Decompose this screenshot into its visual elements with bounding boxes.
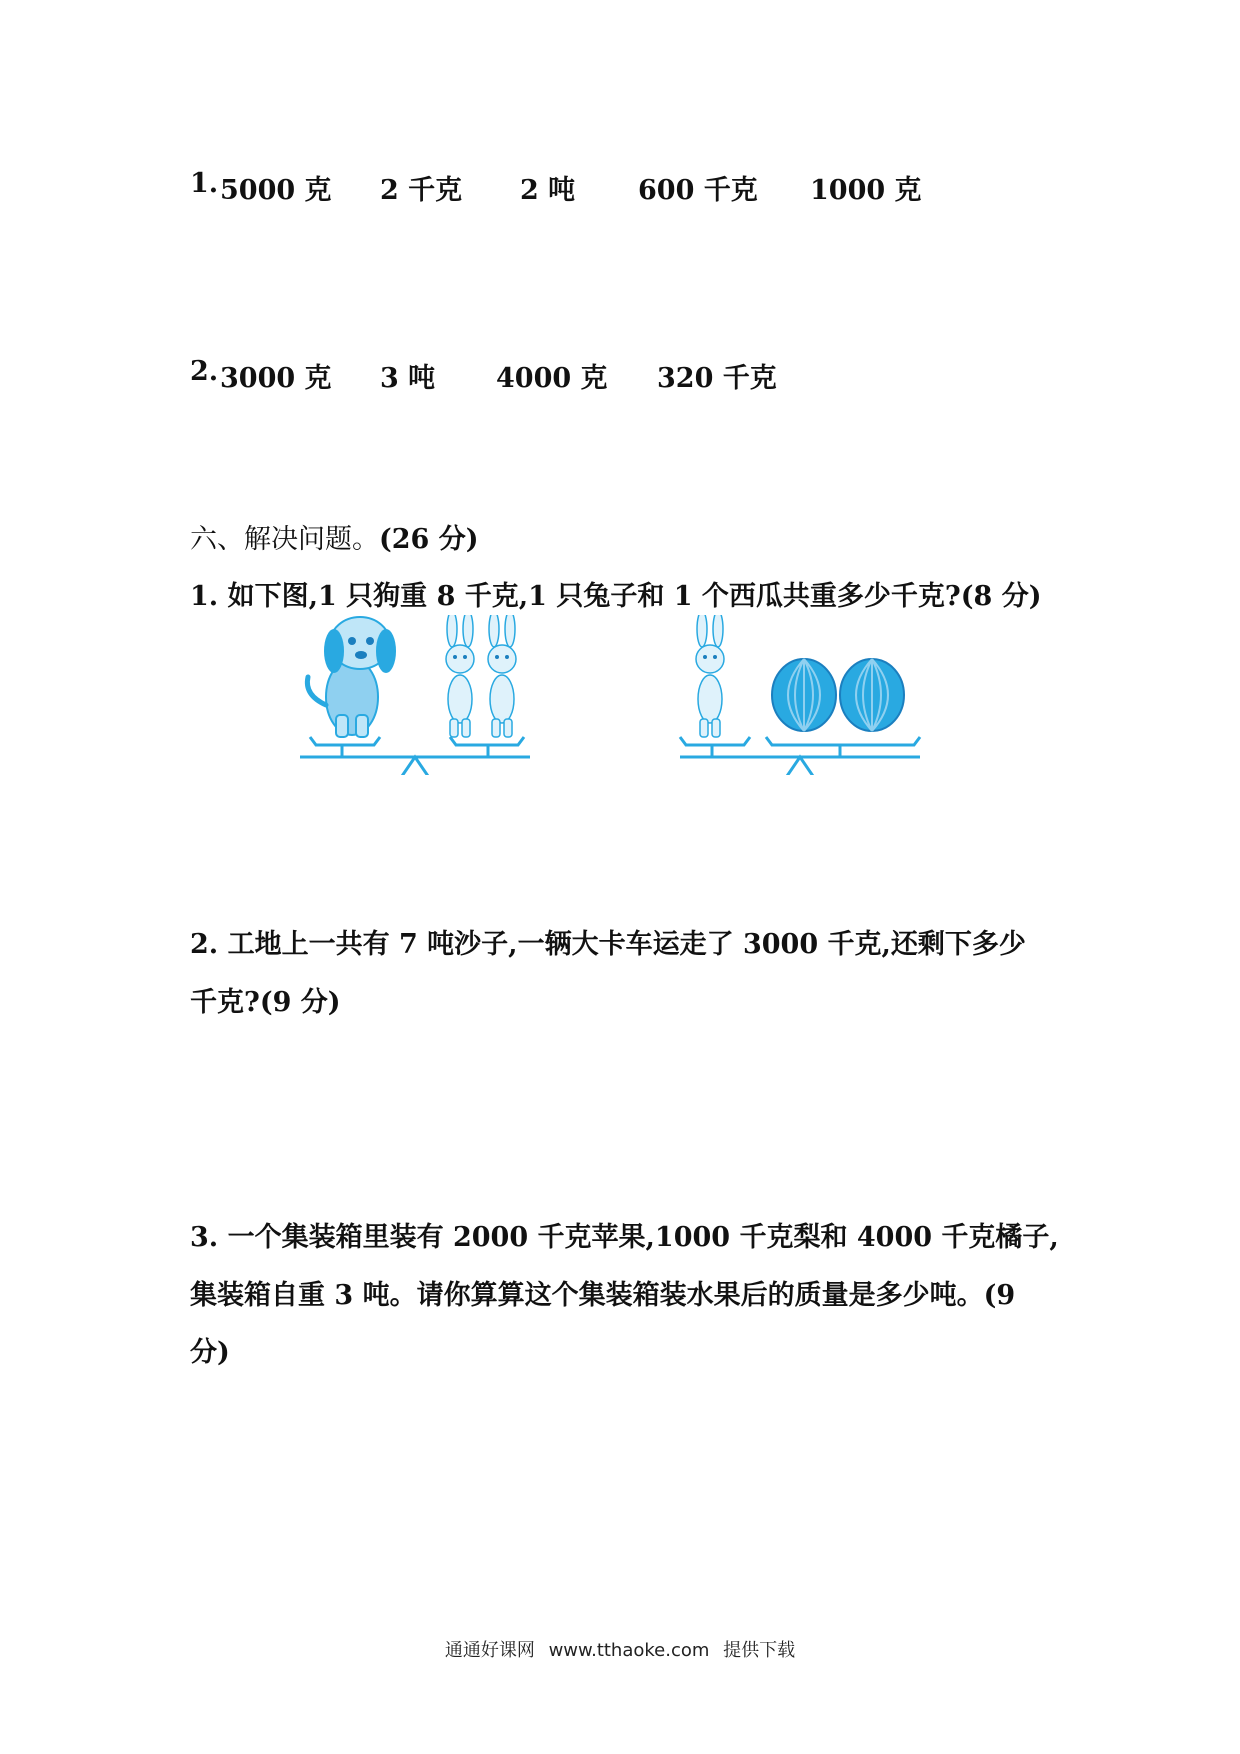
question-3-line-3: 分)	[190, 1337, 230, 1368]
rabbit-icon	[446, 615, 474, 737]
answer-item: 1000 克	[810, 175, 922, 206]
right-balance-scale	[680, 615, 920, 775]
answer-item: 2 吨	[520, 175, 576, 206]
question-3-line-2: 集装箱自重 3 吨。请你算算这个集装箱装水果后的质量是多少吨。(9	[190, 1280, 1016, 1311]
section-points: (26 分)	[379, 524, 479, 555]
footer-suffix: 提供下载	[723, 1640, 796, 1661]
answer-row-number: 2.	[190, 356, 219, 387]
dog-icon	[307, 617, 396, 737]
rabbit-icon	[696, 615, 724, 737]
answer-item: 320 千克	[657, 363, 777, 394]
watermelon-icon	[772, 659, 836, 731]
question-2-line-2: 千克?(9 分)	[190, 987, 341, 1018]
left-balance-scale	[300, 615, 530, 775]
footer-site-name: 通通好课网	[444, 1640, 535, 1661]
section-title	[190, 517, 479, 556]
page-footer	[0, 1636, 1240, 1662]
answer-item: 2 千克	[380, 175, 463, 206]
answer-item: 3000 克	[220, 363, 332, 394]
question-1-line-1: 1. 如下图,1 只狗重 8 千克,1 只兔子和 1 个西瓜共重多少千克?(8 分)	[190, 581, 1042, 612]
balance-scales-figure	[300, 615, 940, 775]
section-title-text: 六、解决问题。	[190, 524, 379, 555]
question-3-line-1: 3. 一个集装箱里装有 2000 千克苹果,1000 千克梨和 4000 千克橘子,	[190, 1222, 1059, 1253]
answer-item: 5000 克	[220, 175, 332, 206]
footer-url[interactable]: www.tthaoke.com	[548, 1640, 710, 1661]
question-2-line-1: 2. 工地上一共有 7 吨沙子,一辆大卡车运走了 3000 千克,还剩下多少	[190, 929, 1026, 960]
answer-item: 600 千克	[638, 175, 758, 206]
rabbit-icon	[488, 615, 516, 737]
answer-item: 4000 克	[496, 363, 608, 394]
watermelon-icon	[840, 659, 904, 731]
answer-item: 3 吨	[380, 363, 436, 394]
answer-row-number: 1.	[190, 168, 219, 199]
